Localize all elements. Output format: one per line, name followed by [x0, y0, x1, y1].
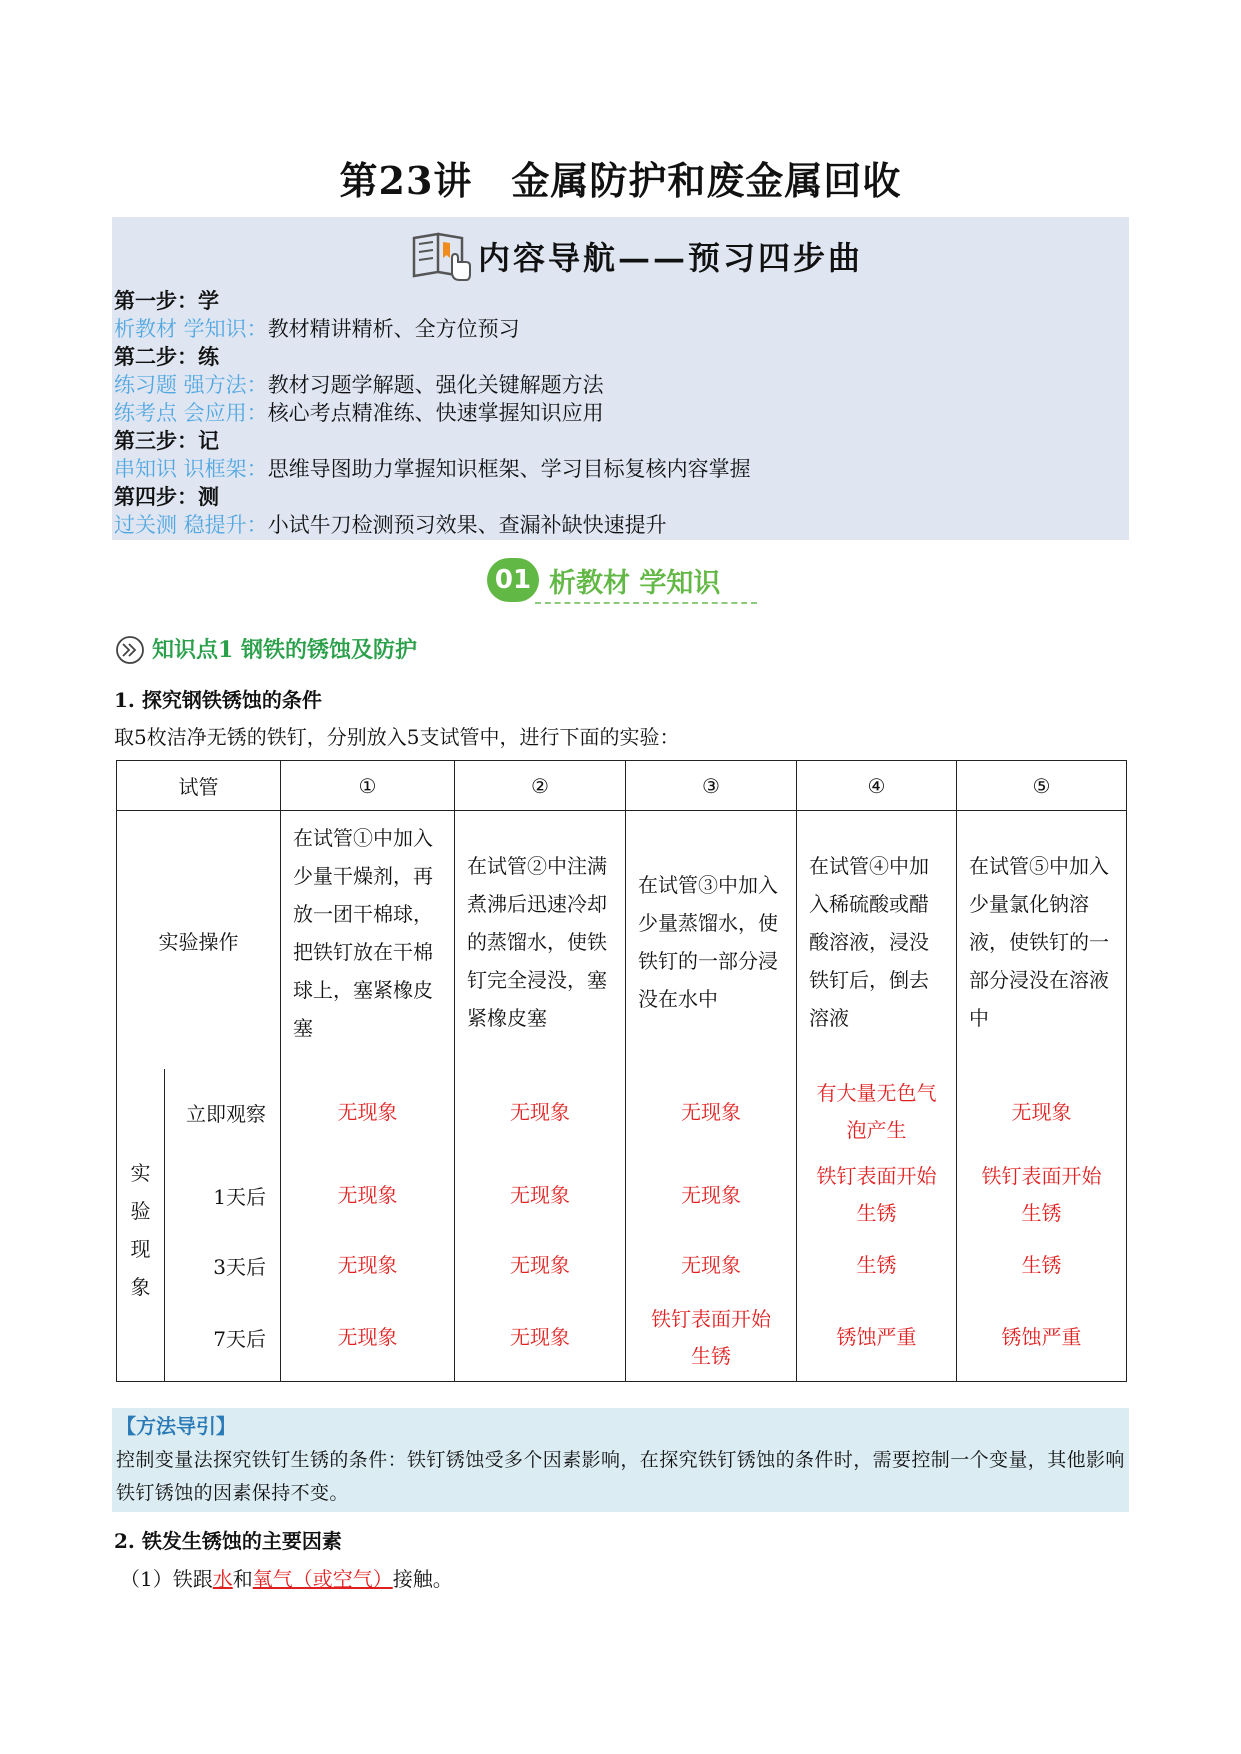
step-item-key: 串知识 识框架： [114, 457, 268, 481]
table-header-row [117, 761, 1127, 811]
observation-row [117, 1155, 1127, 1235]
time-label: 1天后 [165, 1155, 281, 1235]
tube-header: ③ [626, 761, 797, 811]
step-item-key: 过关测 稳提升： [114, 513, 268, 537]
operation-cell: 在试管④中加入稀硫酸或醋酸溶液，浸没铁钉后，倒去溶液 [797, 811, 957, 1070]
result-cell: 无现象 [957, 1069, 1127, 1155]
p1-mid: 和 [232, 1567, 253, 1591]
page-title: 第23讲 金属防护和废金属回收 [339, 158, 902, 203]
step-item-desc: 思维导图助力掌握知识框架、学习目标复核内容掌握 [267, 457, 751, 481]
answer-water: 水 [212, 1567, 233, 1591]
step-1-heading: 第一步：学 [114, 288, 219, 313]
section-badge [487, 558, 720, 602]
step-item-desc: 教材习题学解题、强化关键解题方法 [267, 373, 604, 397]
result-text: 铁钉表面开始生锈 [816, 1164, 937, 1225]
result-cell [626, 1295, 797, 1381]
method-guide-body: 控制变量法探究铁钉生锈的条件：铁钉锈蚀受多个因素影响，在探究铁钉锈蚀的条件时，需要控制一个变量，其他影响铁钉锈蚀的因素保持不变。 [116, 1449, 1125, 1504]
step-2-heading: 第二步：练 [114, 344, 219, 369]
answer-oxygen: 氧气（或空气） [252, 1567, 393, 1591]
time-label: 7天后 [165, 1295, 281, 1381]
heading-2: 2. 铁发生锈蚀的主要因素 [114, 1529, 342, 1553]
operation-cell [281, 811, 455, 1070]
step-item-key: 练考点 会应用： [114, 401, 268, 425]
result-cell: 无现象 [281, 1295, 455, 1381]
time-label: 立即观察 [165, 1069, 281, 1155]
tube-header: ① [281, 761, 455, 811]
heading-1: 1. 探究钢铁锈蚀的条件 [114, 688, 322, 712]
result-cell: 生锈 [797, 1235, 957, 1295]
section-divider [535, 602, 757, 604]
tube-header: ④ [797, 761, 957, 811]
result-cell [797, 1155, 957, 1235]
phenomena-label [117, 1069, 165, 1381]
section-label: 析教材 学知识 [549, 567, 721, 599]
method-guide-title: 【方法导引】 [116, 1414, 236, 1438]
step-item-desc: 教材精讲精析、全方位预习 [267, 317, 520, 341]
observation-row [117, 1295, 1127, 1381]
result-text: 铁钉表面开始生锈 [981, 1164, 1102, 1225]
step-item-key: 析教材 学知识： [114, 317, 268, 341]
operation-cell: 在试管③中加入少量蒸馏水，使铁钉的一部分浸没在水中 [626, 811, 797, 1070]
step-4-heading: 第四步：测 [114, 484, 219, 509]
result-cell: 无现象 [626, 1155, 797, 1235]
operation-text: 在试管①中加入少量干燥剂，再放一团干棉球，把铁钉放在干棉球上，塞紧橡皮塞 [293, 826, 433, 1040]
operation-cell: 在试管②中注满煮沸后迅速冷却的蒸馏水，使铁钉完全浸没，塞紧橡皮塞 [455, 811, 626, 1070]
p1-prefix: （1）铁跟 [120, 1567, 213, 1591]
step-item-desc: 小试牛刀检测预习效果、查漏补缺快速提升 [267, 513, 667, 537]
navigation-heading-text: 内容导航——预习四步曲 [478, 239, 864, 277]
chevron-circle-icon [114, 634, 146, 666]
result-cell: 无现象 [626, 1069, 797, 1155]
paragraph-1 [120, 1563, 453, 1592]
step-2-item-2 [114, 399, 604, 427]
phenomena-label-text: 实验现象 [130, 1160, 151, 1299]
book-hand-icon [410, 228, 472, 284]
operation-cell: 在试管⑤中加入少量氯化钠溶液，使铁钉的一部分浸没在溶液中 [957, 811, 1127, 1070]
experiment-table [116, 760, 1127, 1382]
result-cell: 锈蚀严重 [957, 1295, 1127, 1381]
knowledge-point-title: 知识点1 钢铁的锈蚀及防护 [152, 637, 417, 663]
operation-row [117, 811, 1127, 1070]
result-cell: 无现象 [626, 1235, 797, 1295]
step-item-desc: 核心考点精准练、快速掌握知识应用 [267, 401, 604, 425]
time-label: 3天后 [165, 1235, 281, 1295]
result-cell: 锈蚀严重 [797, 1295, 957, 1381]
tube-header: ② [455, 761, 626, 811]
result-cell [797, 1069, 957, 1155]
observation-row [117, 1235, 1127, 1295]
step-item-key: 练习题 强方法： [114, 373, 268, 397]
result-text: 有大量无色气泡产生 [816, 1081, 937, 1142]
p1-suffix: 接触。 [392, 1567, 453, 1591]
section-number: 01 [487, 558, 539, 602]
step-4-item [114, 511, 667, 539]
tube-header: ⑤ [957, 761, 1127, 811]
result-cell: 无现象 [455, 1155, 626, 1235]
step-1-item [114, 315, 520, 343]
result-text: 铁钉表面开始生锈 [651, 1306, 771, 1368]
step-3-heading: 第三步：记 [114, 428, 219, 453]
intro-paragraph: 取5枚洁净无锈的铁钉，分别放入5支试管中，进行下面的实验： [114, 725, 680, 749]
result-cell: 无现象 [281, 1069, 455, 1155]
navigation-heading [410, 228, 863, 284]
result-cell: 无现象 [455, 1235, 626, 1295]
step-3-item [114, 455, 751, 483]
result-cell: 无现象 [281, 1155, 455, 1235]
header-cell: 试管 [117, 761, 281, 811]
result-cell: 无现象 [281, 1235, 455, 1295]
result-cell: 无现象 [455, 1295, 626, 1381]
observation-row [117, 1069, 1127, 1155]
result-cell: 无现象 [455, 1069, 626, 1155]
result-cell: 生锈 [957, 1235, 1127, 1295]
result-cell [957, 1155, 1127, 1235]
step-2-item-1 [114, 371, 604, 399]
operation-label: 实验操作 [117, 811, 281, 1070]
